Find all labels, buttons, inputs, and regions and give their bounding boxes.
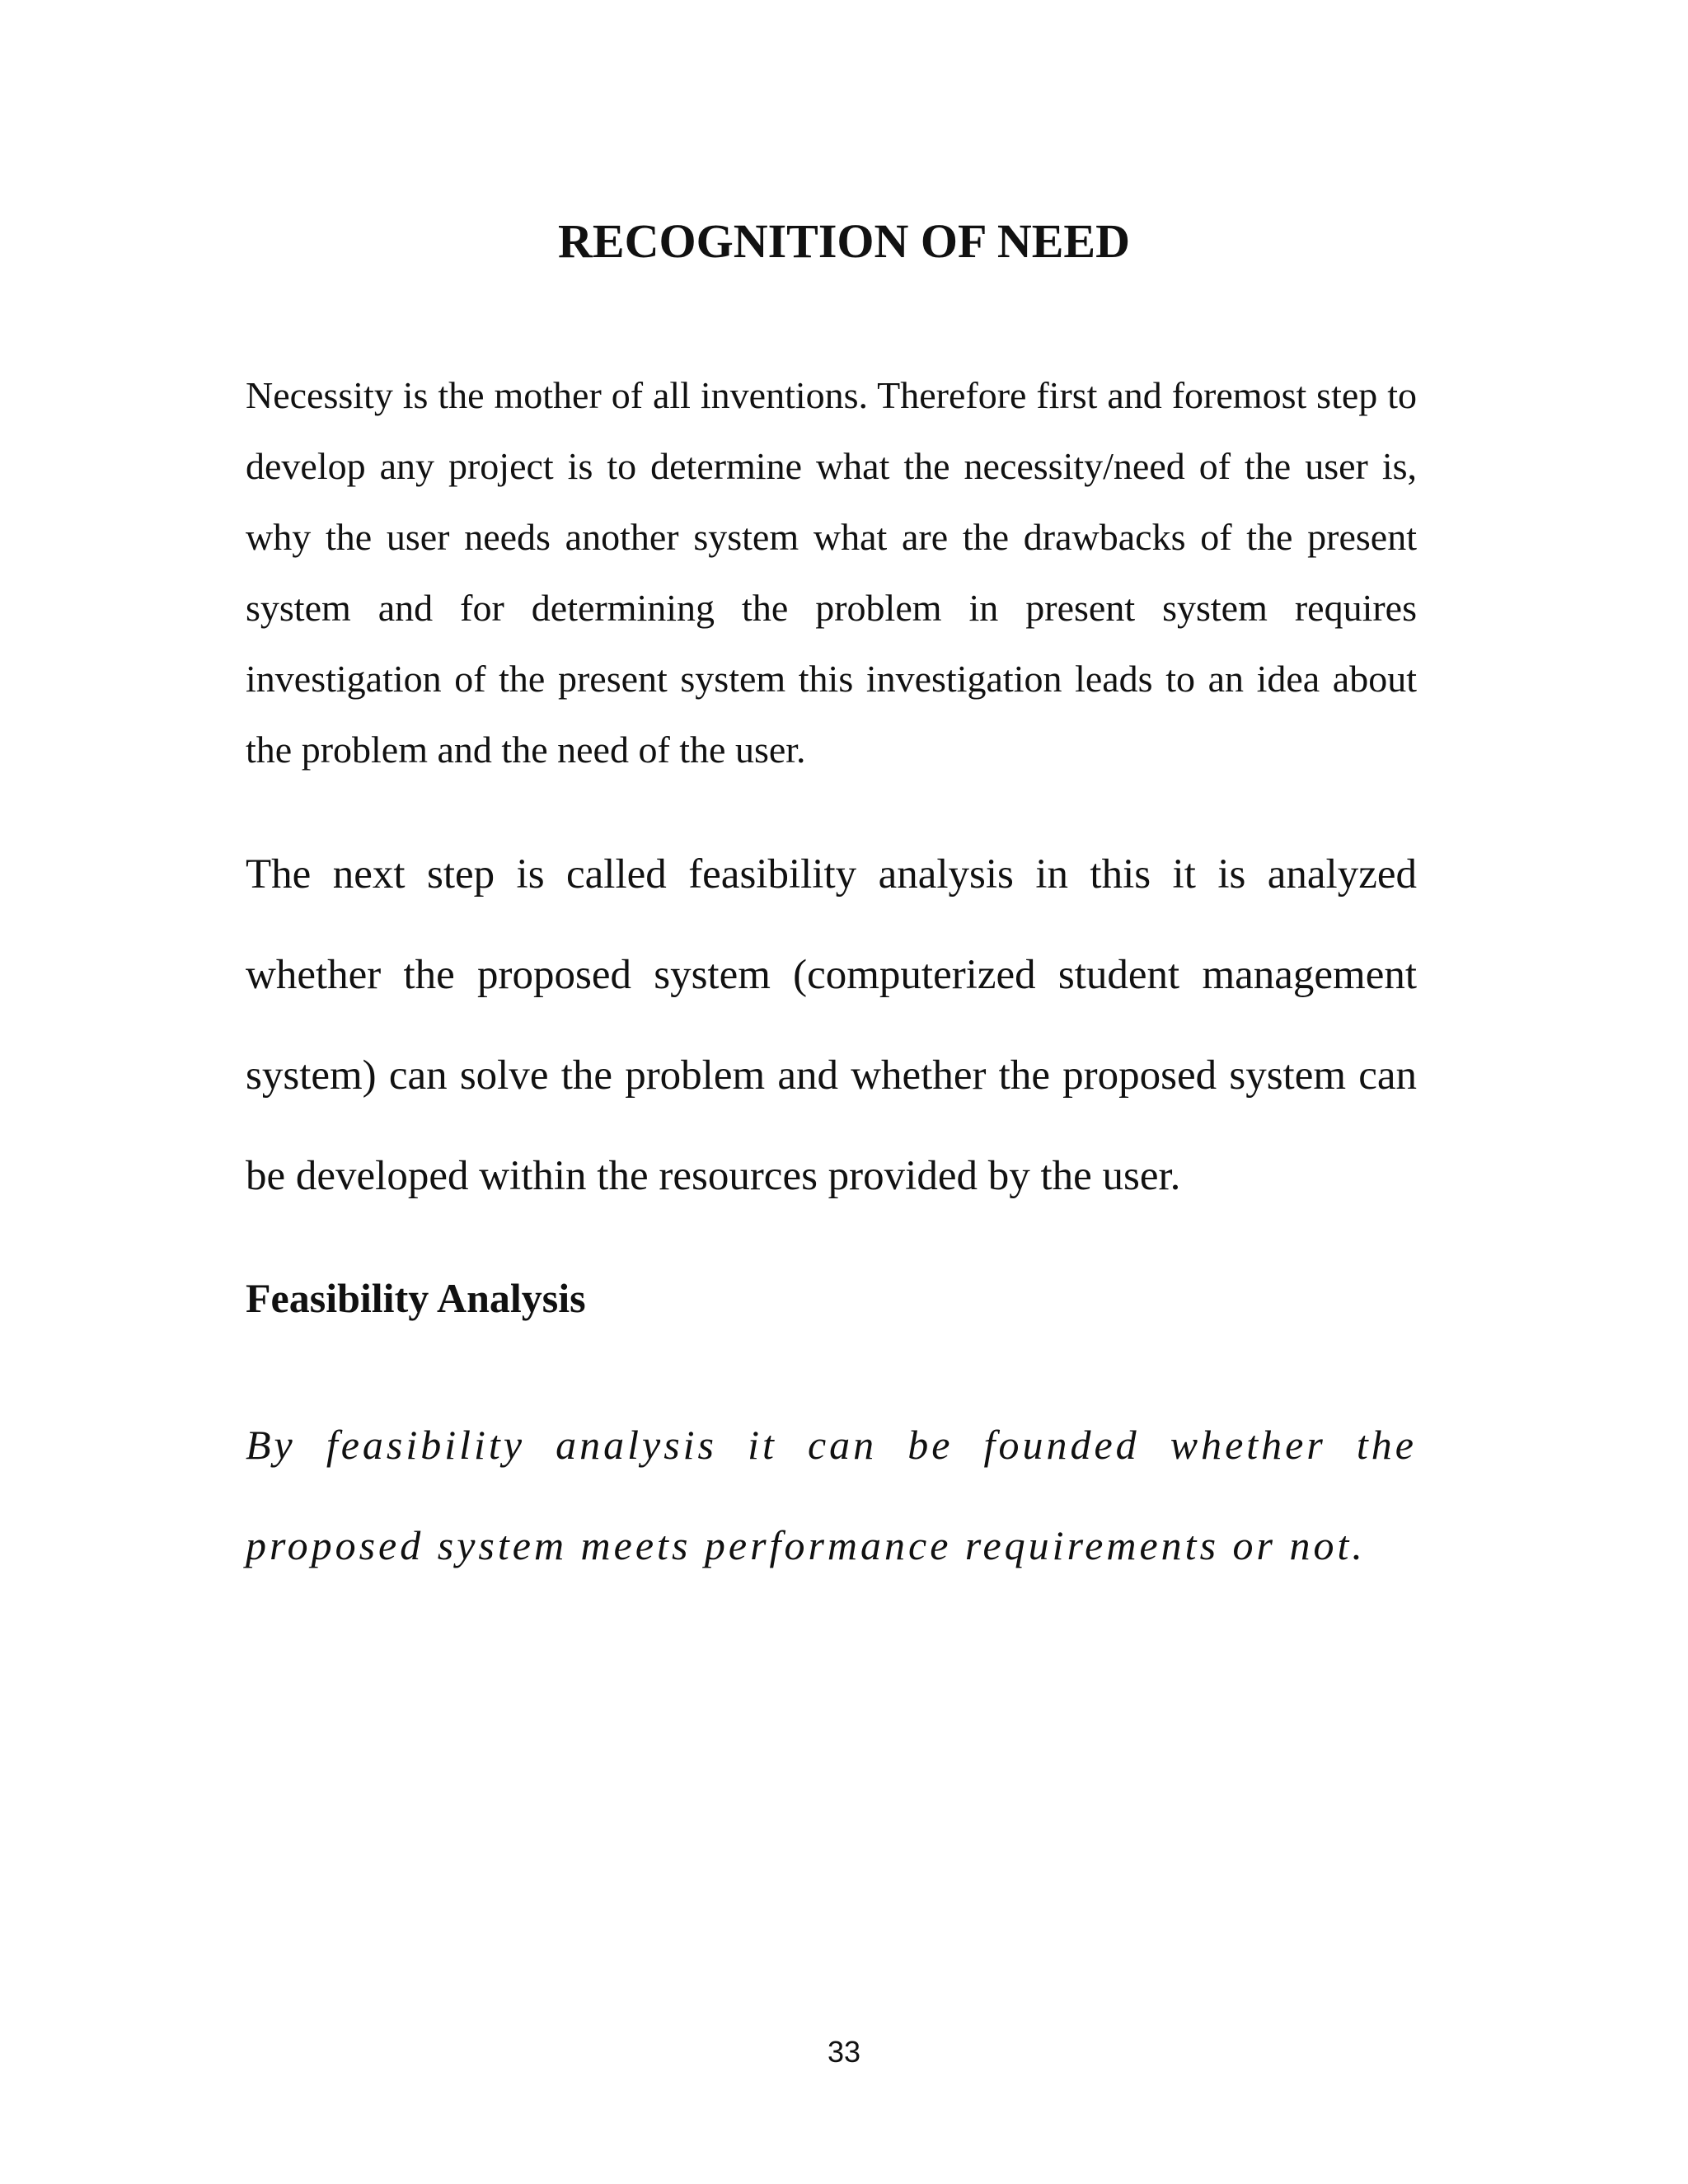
paragraph-next-step: The next step is called feasibility analysis in this it is analyzed whether the proposed system (computerized student management system) can solve the problem and whether the proposed system can be developed within the resources provided by the user. [246,851,1417,1199]
page-number: 33 [827,2035,861,2069]
paragraph-recognition-of-need: Necessity is the mother of all inventions. Therefore first and foremost step to develop any project is to determine what the necessity/need of the user is, why the user needs another system what are the drawbacks of the present system and for determining the problem in present system requires investigation of the present system this investigation leads to an idea about the problem and the need of the user. [246,374,1417,771]
page-title: RECOGNITION OF NEED [558,214,1130,268]
paragraph-feasibility-italic: By feasibility analysis it can be founded whether the proposed system meets performance requirements or not. [246,1422,1417,1568]
section-heading-feasibility-analysis: Feasibility Analysis [246,1275,586,1321]
